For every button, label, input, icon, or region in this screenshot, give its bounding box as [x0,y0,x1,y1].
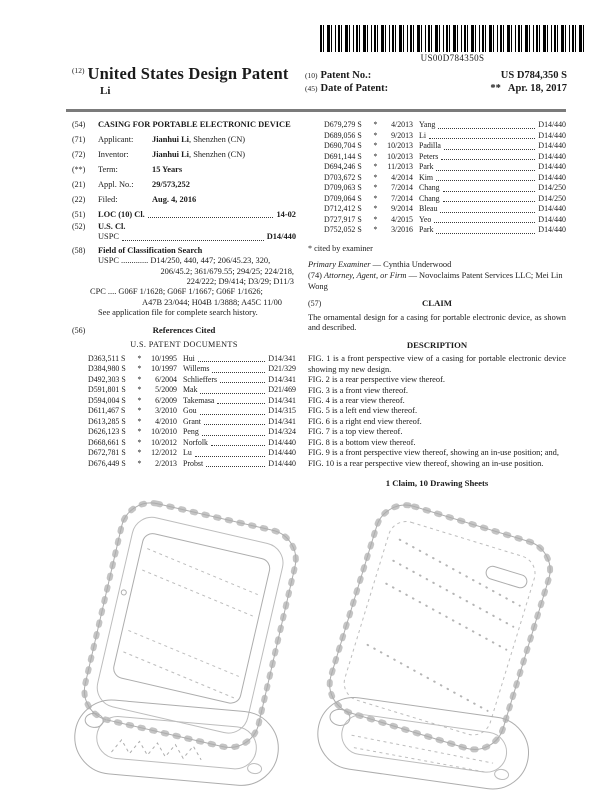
ref-patent-number: D363,511 S [88,353,126,363]
biblio-field-row [72,135,296,145]
field-label: Inventor: [98,149,129,159]
header-right [305,70,567,96]
ref-cited-star: * [373,172,378,182]
uscl-label: U.S. Cl. [98,221,126,231]
patent-number-inid: (10) [305,71,318,80]
ref-classification: D14/440 [538,225,566,234]
field-search-inid: (58) [72,245,86,255]
ref-classification: D14/440 [538,130,566,140]
figure-description-line: FIG. 3 is a front view thereof. [308,385,409,395]
biblio-field-row [72,180,296,190]
field-label: Appl. No.: [98,179,134,189]
dot-leader [206,459,265,468]
ref-cited-star: * [373,214,378,224]
uspc-search-line3: 224/222; D9/414; D3/29; D11/3 [186,277,294,287]
ref-patent-number: D679,279 S [324,120,362,129]
ref-date: 5/2009 [155,385,177,395]
patent-date-value: ** Apr. 18, 2017 [490,83,567,94]
ref-classification: D21/329 [268,364,296,374]
ref-classification: D14/341 [268,395,296,405]
reference-row [324,194,566,205]
ref-date: 4/2010 [155,416,177,426]
barcode-image [320,25,585,52]
left-column [72,120,296,469]
ref-patent-number: D703,672 S [324,172,362,182]
field-inid: (72) [72,149,86,159]
reference-row [88,448,296,459]
attorney-inid: (74) [308,271,322,281]
uspc-value-row [98,232,296,242]
ref-inventor-name: Mak [183,385,198,395]
ref-inventor-name: Yeo [419,214,432,224]
ref-classification: D14/324 [268,427,296,437]
casing-base-rear [313,693,533,794]
em-dash: — [372,259,382,269]
ref-patent-number: D492,303 S [88,374,126,384]
references-heading: References Cited [152,324,216,335]
ref-date: 2/2013 [155,458,177,468]
ref-patent-number: D384,980 S [88,364,126,374]
biblio-field-row [72,165,296,175]
examiner-attorney-block [308,260,566,292]
reference-row [324,141,566,152]
ref-patent-number: D709,063 S [324,183,362,192]
attorney-line [308,271,566,292]
dot-leader [220,375,265,384]
ref-inventor-name: Chang [419,193,440,203]
doc-kind-number: (12) [72,66,85,75]
dot-leader [429,131,535,140]
ref-patent-number: D691,144 S [324,151,362,161]
reference-row [88,438,296,449]
patent-date-label: (45) Date of Patent: [305,83,389,94]
examiner-label: Primary Examiner [308,259,371,269]
double-asterisk-flag: ** [490,83,501,94]
ref-cited-star: * [373,193,378,203]
dot-leader [436,173,535,182]
casing-frame [78,497,301,753]
figure-front-perspective [60,494,310,799]
ref-classification: D14/440 [268,448,296,458]
ref-classification: D14/250 [538,183,566,192]
ref-cited-star: * [137,353,142,363]
dot-leader [436,225,535,234]
reference-row [88,459,296,470]
ref-date: 12/2012 [151,448,177,458]
claim-heading: CLAIM [422,297,452,308]
figure-description-line: FIG. 5 is a left end view thereof. [308,406,418,416]
barcode-label: US00D784350S [420,53,485,63]
ref-date: 4/2013 [391,120,413,129]
cpc-search-line1: CPC .... G06F 1/1628; G06F 1/1667; G06F 1/1626; [90,287,263,297]
reference-row [88,375,296,386]
ref-cited-star: * [373,141,378,150]
ref-inventor-name: Gou [183,406,197,416]
ref-patent-number: D591,801 S [88,385,126,395]
dot-leader [212,364,265,373]
ref-classification: D14/341 [268,416,296,426]
references-table-left [72,354,296,470]
ref-classification: D14/440 [268,458,296,468]
ref-date: 9/2013 [391,130,413,140]
dot-leader [440,204,535,213]
claims-sheets-summary: 1 Claim, 10 Drawing Sheets [385,477,489,488]
uspc-value: D14/440 [266,232,296,242]
ref-inventor-name: Bleau [419,204,438,213]
reference-row [324,204,566,215]
ref-patent-number: D672,781 S [88,448,126,458]
uspc-search-line2: 206/45.2; 361/679.55; 294/25; 224/218, [160,266,294,276]
uspc-search-line1: USPC ............. D14/250, 440, 447; 206/45.23, 320, [98,256,271,266]
field-label: Filed: [98,194,118,204]
ref-date: 10/2013 [387,151,413,161]
ref-classification: D14/440 [538,204,566,213]
dot-leader [211,438,265,447]
reference-row [324,162,566,173]
reference-row [324,215,566,226]
loc-label: LOC (10) Cl. [98,209,145,219]
ref-patent-number: D690,704 S [324,141,362,150]
search-history-note: See application file for complete search history. [98,308,258,318]
loc-inid: (51) [72,209,86,219]
dot-leader [195,448,266,457]
ref-classification: D14/440 [538,120,566,129]
ref-inventor-name: Norfolk [183,437,208,447]
dot-leader [217,396,265,405]
dot-leader [441,152,535,161]
ref-classification: D14/440 [538,214,566,224]
reference-row [324,131,566,142]
field-inid: (22) [72,194,86,204]
ref-cited-star: * [137,385,142,395]
figure-description-line: FIG. 4 is a rear view thereof. [308,396,405,406]
ref-inventor-name: Peters [419,151,439,161]
ref-cited-star: * [373,130,378,140]
reference-row [88,385,296,396]
invention-title: CASING FOR PORTABLE ELECTRONIC DEVICE [98,120,291,129]
ref-patent-number: D709,064 S [324,193,362,203]
examiner-name: Cynthia Underwood [383,259,452,269]
field-label: Term: [98,164,118,174]
attorney-label: Attorney, Agent, or Firm [324,271,407,281]
corner-hole [247,763,262,774]
primary-examiner-line [308,260,566,270]
ref-date: 4/2015 [391,214,413,224]
ref-patent-number: D611,467 S [88,406,126,416]
reference-row [88,364,296,375]
ref-classification: D14/341 [268,353,296,363]
title-row [72,120,296,130]
reference-row [88,417,296,428]
figure-description-line: FIG. 7 is a top view thereof. [308,427,403,437]
field-value: Jianhui Li, Shenzhen (CN) [152,149,246,159]
ref-inventor-name: Hui [183,353,195,363]
ref-patent-number: D668,661 S [88,437,126,447]
ref-date: 7/2014 [391,183,413,192]
dot-leader [198,354,266,363]
ref-patent-number: D752,052 S [324,225,362,234]
barcode-block [320,25,585,63]
ref-cited-star: * [137,427,142,437]
patent-number-row [305,70,567,81]
ref-cited-star: * [373,151,378,161]
reference-row [324,120,566,131]
references-inid: (56) [72,325,86,335]
ref-cited-star: * [137,406,142,416]
uscl-inid: (52) [72,221,86,231]
document-title: United States Design Patent [87,64,289,83]
dot-leader [443,183,536,192]
dot-leader [443,194,536,203]
claim-text: The ornamental design for a casing for portable electronic device, as shown and described. [308,312,566,333]
ref-cited-star: * [137,448,142,458]
patent-number-value: US D784,350 S [500,70,567,81]
field-label: Applicant: [98,134,134,144]
field-search-label: Field of Classification Search [98,245,203,255]
dot-leader [436,162,535,171]
ref-date: 11/2013 [387,162,413,171]
dot-leader [438,120,535,129]
ref-inventor-name: Park [419,162,434,171]
title-inid: (54) [72,120,86,129]
camera-slot [485,565,529,590]
ref-inventor-name: Li [419,130,427,140]
ref-date: 10/1995 [151,353,177,363]
ref-date: 9/2014 [391,204,413,213]
figure-description-line: FIG. 6 is a right end view thereof. [308,416,422,426]
field-inid: (**) [72,164,86,174]
ref-cited-star: * [137,437,142,447]
reference-row [88,396,296,407]
ref-classification: D14/440 [538,141,566,150]
ref-patent-number: D689,056 S [324,130,362,140]
loc-class-row [72,210,296,220]
ref-cited-star: * [373,162,378,171]
figure-description-line: FIG. 2 is a rear perspective view thereof. [308,375,445,385]
field-value: Aug. 4, 2016 [152,194,197,204]
dot-leader [200,406,266,415]
patent-date-row [305,83,567,94]
ref-patent-number: D594,004 S [88,395,126,405]
ref-inventor-name: Chang [419,183,440,192]
cpc-search-line2: A47B 23/044; H04B 1/3888; A45C 11/00 [142,297,282,307]
header-left [72,64,307,97]
inventor-surname: Li [100,85,111,97]
reference-row [88,427,296,438]
reference-row [88,406,296,417]
ref-inventor-name: Lu [183,448,192,458]
ref-date: 3/2016 [391,225,413,234]
biblio-field-row [72,150,296,160]
dot-leader [200,385,265,394]
claim-inid: (57) [308,298,322,308]
ref-cited-star: * [137,416,142,426]
field-inid: (21) [72,179,86,189]
ref-inventor-name: Willems [183,364,210,374]
ref-classification: D14/341 [268,374,296,384]
uspc-label: USPC [98,232,119,242]
ref-inventor-name: Peng [183,427,199,437]
ref-patent-number: D727,917 S [324,214,362,224]
biblio-field-row [72,195,296,205]
field-value: Jianhui Li, Shenzhen (CN) [152,134,246,144]
patent-date-inid: (45) [305,84,318,93]
description-heading: DESCRIPTION [406,339,468,350]
ref-inventor-name: Park [419,225,434,234]
ref-cited-star: * [373,120,378,129]
biblio-fields [72,135,296,205]
ref-date: 4/2014 [391,172,413,182]
ref-date: 10/2010 [151,427,177,437]
ref-classification: D14/440 [268,437,296,447]
ref-date: 10/2013 [387,141,413,150]
ref-inventor-name: Probst [183,458,204,468]
ref-classification: D14/250 [538,193,566,203]
ref-patent-number: D676,449 S [88,458,126,468]
ref-classification: D14/440 [538,162,566,171]
reference-row [324,152,566,163]
ref-date: 7/2014 [391,193,413,203]
reference-row [324,225,566,236]
dot-leader [204,417,265,426]
ref-patent-number: D613,285 S [88,416,126,426]
field-inid: (71) [72,134,86,144]
figure-description-line: FIG. 1 is a front perspective view of a casing for portable electronic device showing my new design. [308,354,566,374]
us-patent-documents-heading: U.S. PATENT DOCUMENTS [130,339,238,349]
figure-rear-perspective [298,502,563,797]
em-dash: — [408,271,417,281]
casing-frame-rear [322,502,557,757]
dot-leader [148,210,274,218]
ref-inventor-name: Yang [419,120,436,129]
ref-inventor-name: Kim [419,172,434,182]
ref-inventor-name: Grant [183,416,201,426]
ref-cited-star: * [373,183,378,192]
ref-cited-star: * [373,225,378,234]
field-value: 15 Years [152,164,183,174]
drawing-sheet [0,488,600,800]
dot-leader [122,232,264,240]
ref-patent-number: D712,412 S [324,204,362,213]
ref-inventor-name: Schlieffers [183,374,218,384]
loc-value: 14-02 [276,209,296,219]
ref-date: 6/2009 [155,395,177,405]
button-detail [121,589,127,595]
ref-classification: D14/315 [268,406,296,416]
ref-cited-star: * [137,458,142,468]
ref-inventor-name: Padilla [419,141,441,150]
ref-date: 10/1997 [151,364,177,374]
field-search-row [72,246,296,256]
reference-row [324,183,566,194]
figure-description-line: FIG. 9 is a front perspective view thereof, showing an in-use position; and, [308,448,559,458]
figure-description-line: FIG. 10 is a rear perspective view thereof, showing an in-use position. [308,458,544,468]
reference-row [324,173,566,184]
ref-classification: D21/469 [268,385,296,395]
ref-inventor-name: Takemasa [183,395,215,405]
ref-cited-star: * [137,374,142,384]
ref-classification: D14/440 [538,151,566,161]
right-column [308,120,566,489]
ref-classification: D14/440 [538,172,566,182]
corner-hole [494,769,509,781]
us-class-row [72,222,296,232]
cited-by-examiner-note: * cited by examiner [308,243,373,253]
claim-heading-row [308,298,566,309]
figure-description-line: FIG. 8 is a bottom view thereof. [308,437,416,447]
ref-date: 6/2004 [155,374,177,384]
references-heading-row [72,325,296,336]
attorney-value: Novoclaims Patent Services LLC; Mei Lin Wong [308,271,563,291]
ref-cited-star: * [373,204,378,213]
dot-leader [202,427,266,436]
ref-date: 3/2010 [155,406,177,416]
field-value: 29/573,252 [152,179,190,189]
ref-cited-star: * [137,364,142,374]
ref-date: 10/2012 [151,437,177,447]
dot-leader [434,215,535,224]
ref-cited-star: * [137,395,142,405]
patent-number-label: (10) Patent No.: [305,70,372,81]
ref-patent-number: D626,123 S [88,427,126,437]
reference-row [88,354,296,365]
references-table-right [308,120,566,236]
header-divider [66,109,566,112]
figure-descriptions [308,354,566,469]
ref-patent-number: D694,246 S [324,162,362,171]
dot-leader [444,141,535,150]
